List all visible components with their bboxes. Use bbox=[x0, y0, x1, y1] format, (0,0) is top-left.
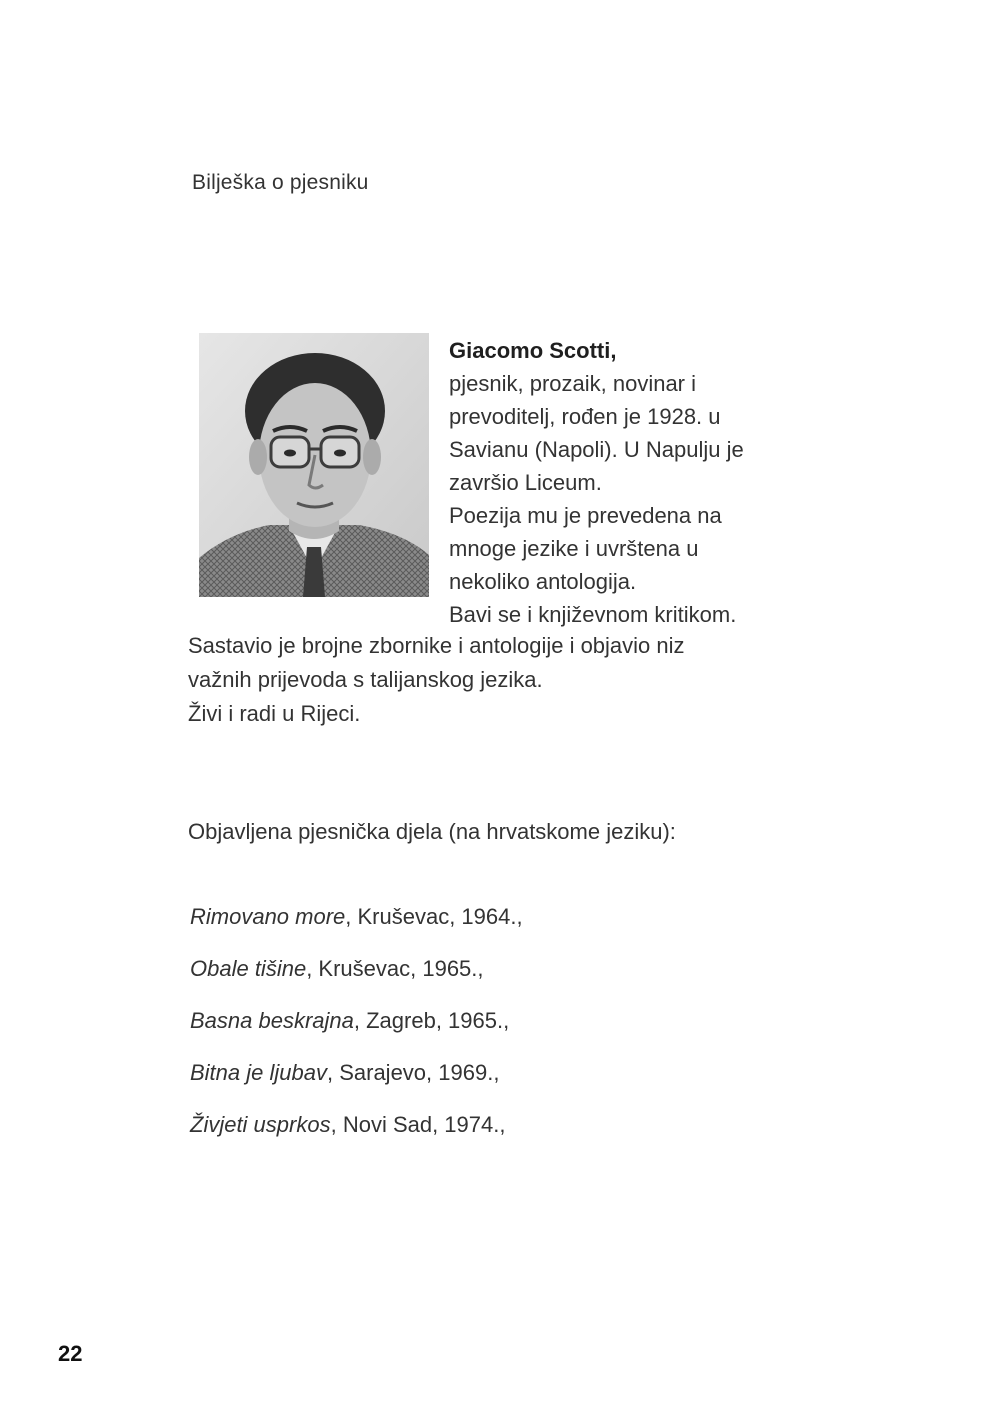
bio-line: važnih prijevoda s talijanskog jezika. bbox=[188, 667, 543, 692]
bio-line: Sastavio je brojne zbornike i antologije i objavio niz bbox=[188, 633, 685, 658]
work-title: Rimovano more bbox=[190, 904, 346, 929]
portrait-image bbox=[199, 333, 429, 597]
bio-line: Poezija mu je prevedena na bbox=[449, 503, 722, 528]
work-title: Živjeti usprkos bbox=[190, 1112, 331, 1137]
bio-full-width bbox=[188, 629, 685, 731]
poet-name: Giacomo Scotti, bbox=[449, 338, 617, 363]
work-details: , Kruševac, 1965., bbox=[306, 956, 484, 981]
page-number: 22 bbox=[58, 1341, 83, 1366]
bio-line: Savianu (Napoli). U Napulju je bbox=[449, 437, 744, 462]
work-title: Bitna je ljubav bbox=[190, 1060, 327, 1085]
works-list bbox=[190, 902, 523, 1162]
work-details: , Sarajevo, 1969., bbox=[326, 1060, 500, 1085]
bio-line: nekoliko antologija. bbox=[449, 569, 637, 594]
bio-line: mnoge jezike i uvrštena u bbox=[449, 536, 699, 561]
page-heading: Bilješka o pjesniku bbox=[192, 171, 369, 194]
list-item bbox=[190, 1006, 523, 1058]
list-item bbox=[190, 1110, 523, 1162]
bio-line: prevoditelj, rođen je 1928. u bbox=[449, 404, 721, 429]
bio-line: pjesnik, prozaik, novinar i bbox=[449, 371, 697, 396]
work-details: , Kruševac, 1964., bbox=[345, 904, 523, 929]
list-item bbox=[190, 954, 523, 1006]
author-photo bbox=[199, 333, 429, 597]
list-item bbox=[190, 902, 523, 954]
work-title: Basna beskrajna bbox=[190, 1008, 354, 1033]
work-details: , Novi Sad, 1974., bbox=[330, 1112, 506, 1137]
work-details: , Zagreb, 1965., bbox=[353, 1008, 510, 1033]
works-heading: Objavljena pjesnička djela (na hrvatskome jeziku): bbox=[188, 819, 676, 844]
bio-line: završio Liceum. bbox=[449, 470, 602, 495]
bio-beside-photo bbox=[449, 334, 744, 631]
list-item bbox=[190, 1058, 523, 1110]
bio-line: Živi i radi u Rijeci. bbox=[188, 701, 361, 726]
work-title: Obale tišine bbox=[190, 956, 307, 981]
bio-line: Bavi se i književnom kritikom. bbox=[449, 602, 737, 627]
